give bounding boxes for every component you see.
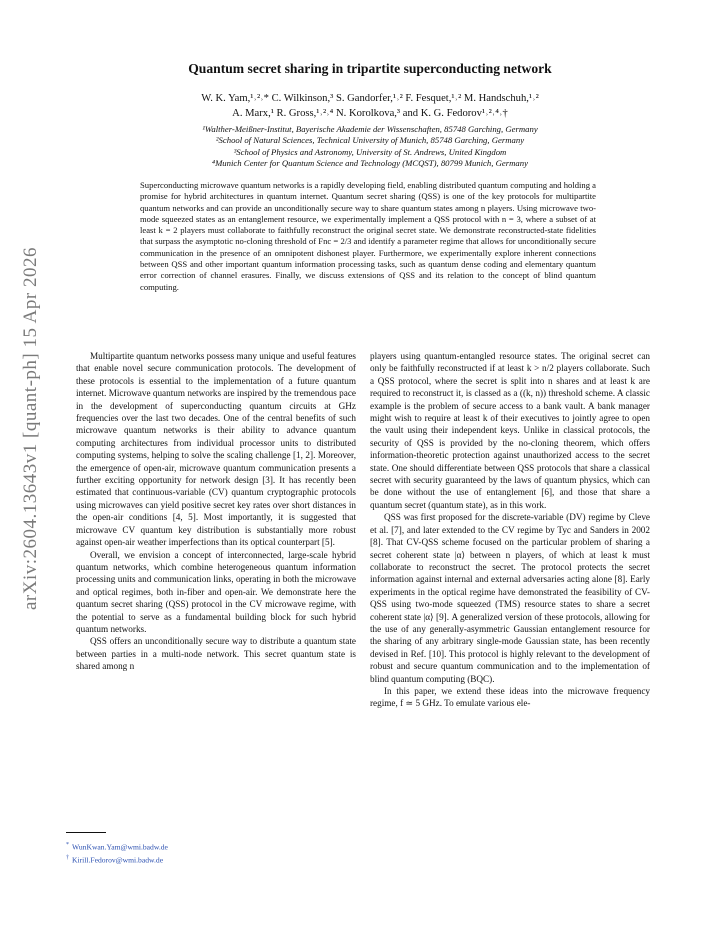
footnote-mark: †	[66, 855, 69, 862]
email-link-fedorov[interactable]: Kirill.Fedorov@wmi.badw.de	[72, 855, 164, 865]
footnote-divider	[66, 832, 106, 833]
paragraph: players using quantum-entangled resource states. The original secret can only be faithfully reconstructed if at least k > n/2 players collaborate. Such a QSS protocol, where the secret is split into n shares and at least k are required to reconstruct it, is classed as a ((k, n)) threshold scheme. A classic example is the problem of secure access to a bank vault. A bank manager might wish to require at least k of their executives to jointly agree to open the vault using their independent keys. Unlike in classical protocols, the security of QSS is provided by the no-cloning theorem, which offers information-theoretic protection against unauthorized access to the secret state. One should differentiate between QSS protocols that share a classical secret with security guaranteed by the laws of quantum physics, which can be done without the use of entanglement [6], and those that share a quantum secret (quantum state), as in this work.	[370, 351, 650, 510]
affiliation-1: ¹Walther-Meißner-Institut, Bayerische Akademie der Wissenschaften, 85748 Garching, Germany	[202, 124, 538, 134]
paragraph: Overall, we envision a concept of interconnected, large-scale hybrid quantum networks, which combine heterogeneous quantum information processing units and communication links, operating in both the microwave and optical regimes, both in-fiber and open-air. We demonstrate here the quantum secret sharing (QSS) protocol in the CV microwave regime, with the potential to serve as a fundamental building block for such hybrid quantum networks.	[76, 549, 356, 634]
affiliation-2: ²School of Natural Sciences, Technical University of Munich, 85748 Garching, Germany	[215, 135, 525, 146]
arxiv-identifier-watermark: arXiv:2604.13643v1 [quant-ph] 15 Apr 2026	[20, 247, 41, 610]
footnotes	[66, 840, 356, 866]
affiliation-4: ⁴Munich Center for Quantum Science and Technology (MCQST), 80799 Munich, Germany	[212, 158, 528, 169]
authors-line-1: W. K. Yam,¹˒²˒* C. Wilkinson,³ S. Gandorfer,¹˒² F. Fesquet,¹˒² M. Handschuh,¹˒²	[201, 93, 539, 104]
body-column-right	[370, 350, 650, 710]
affiliation-3: ³School of Physics and Astronomy, University of St. Andrews, United Kingdom	[233, 146, 507, 157]
paragraph: In this paper, we extend these ideas into the microwave frequency regime, f ≃ 5 GHz. To emulate various ele-	[370, 685, 650, 709]
abstract: Superconducting microwave quantum networks is a rapidly developing field, enabling distributed quantum computing and holding a promise for hybrid architectures in quantum internet. Quantum secret sharing (QSS) is one of the key protocols for multipartite quantum networks and can provide an unconditionally secure way to share quantum states among n players. Using microwave two-mode squeezed states as an entanglement resource, we experimentally implement a QSS protocol with n = 3, where a subset of at least k = 2 players must collaborate to faithfully reconstruct the original secret state. We demonstrate reconstructed-state fidelities that surpass the asymptotic no-cloning threshold of Fnc = 2/3 and identify a parameter regime that allows for unconditionally secure communication in the presence of an omnipotent dishonest player. Furthermore, we experimentally explore inherent connections between QSS and other important quantum information processing tasks, such as quantum dense coding and elementary quantum error correction of channel erasures. Finally, we discuss extensions of QSS and its relation to the concept of blind quantum computing.	[140, 180, 596, 292]
paragraph: QSS was first proposed for the discrete-variable (DV) regime by Cleve et al. [7], and later extended to the CV regime by Tyc and Sanders in 2002 [8]. That CV-QSS scheme focused on the particular problem of sharing a secret coherent state |α⟩ between n players, of which at least k must collaborate to reconstruct the secret. The protocol protects the secret information against internal and external adversaries acting alone [8]. Early experiments in the optical regime have demonstrated the feasibility of CV-QSS using two-mode squeezed (TMS) resource states to share a secret coherent state |α⟩ [9]. A generalized version of these protocols, allowing for the use of any generally-asymmetric Gaussian entanglement resource for the sharing of any arbitrary single-mode Gaussian state, has been recently devised in Ref. [10]. This protocol is highly relevant to the development of robust and secure quantum communication and to the implementation of blind quantum computing (BQC).	[370, 512, 650, 684]
footnote-2	[66, 853, 356, 866]
body-column-left	[76, 350, 356, 673]
footnote-mark: *	[66, 842, 69, 848]
paragraph: QSS offers an unconditionally secure way to distribute a quantum state between parties in a multi-node network. This secret quantum state is shared among n	[76, 636, 356, 672]
authors-line-2: A. Marx,¹ R. Gross,¹˒²˒⁴ N. Korolkova,³ and K. G. Fedorov¹˒²˒⁴˒†	[232, 108, 508, 119]
paper-title: Quantum secret sharing in tripartite superconducting network	[188, 61, 552, 76]
footnote-1	[66, 840, 356, 853]
affiliations	[90, 124, 650, 170]
paragraph: Multipartite quantum networks possess many unique and useful features that enable novel secure communication protocols. The development of these protocols is essential to the implementation of a future quantum internet. Microwave quantum networks are inspired by the tremendous pace in the development of superconducting quantum circuits at GHz frequencies over the last two decades. One of the central benefits of such microwave quantum networks is their ability to advance quantum computing architectures from individual processor units to distributed computing systems, helping to solve the scaling challenge [1, 2]. Moreover, the emergence of open-air, microwave quantum communication presents a further exciting opportunity for network design [3]. It has recently been estimated that continuous-variable (CV) quantum cryptographic protocols using microwaves can yield positive secret key rates over short distances in the open-air conditions [4, 5]. Most importantly, it is suggested that microwave CV quantum key distribution is substantially more robust against open-air weather imperfections than its optical counterpart [5].	[76, 351, 356, 548]
email-link-yam[interactable]: WunKwan.Yam@wmi.badw.de	[72, 842, 168, 852]
author-list	[90, 91, 650, 121]
